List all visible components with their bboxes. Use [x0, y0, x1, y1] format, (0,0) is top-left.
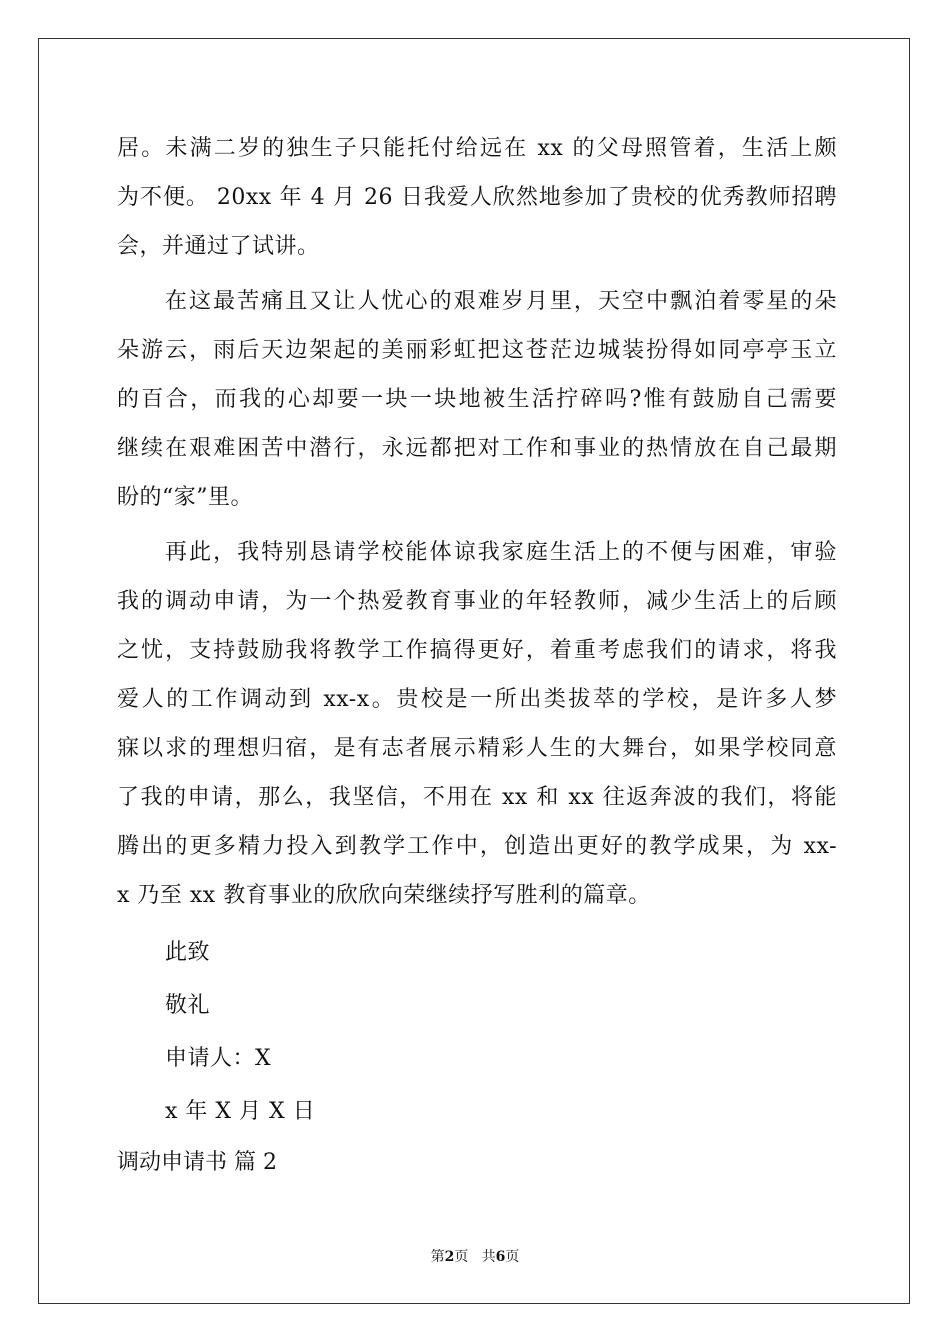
- total-suffix: 页: [505, 1249, 520, 1265]
- paragraph-line: 爱人的工作调动到 xx-x。贵校是一所出类拔萃的学校，是许多人梦: [117, 687, 837, 712]
- page-footer: [0, 1246, 950, 1266]
- paragraph-line: 在这最苦痛且又让人忧心的艰难岁月里，天空中飘泊着零星的朵: [165, 289, 837, 314]
- total-pages: 6: [495, 1249, 506, 1265]
- paragraph-1: [117, 124, 837, 271]
- regards: 敬礼: [165, 993, 211, 1018]
- paragraph-line: 朵游云，雨后天边架起的美丽彩虹把这苍茫边城装扮得如同亭亭玉立: [117, 338, 837, 363]
- paragraph-line: 腾出的更多精力投入到教学工作中，创造出更好的教学成果，为 xx-: [117, 834, 837, 859]
- paragraph-line: 了我的申请，那么，我坚信，不用在 xx 和 xx 往返奔波的我们，将能: [117, 785, 837, 810]
- document-body: [117, 124, 837, 1187]
- paragraph-2: [117, 277, 837, 522]
- applicant-signature: 申请人：X: [165, 1046, 272, 1071]
- paragraph-line: 我的调动申请，为一个热爱教育事业的年轻教师，减少生活上的后顾: [117, 589, 837, 614]
- paragraph-line: 之忧，支持鼓励我将教学工作搞得更好，着重考虑我们的请求，将我: [117, 638, 837, 663]
- page-suffix: 页: [454, 1249, 469, 1265]
- paragraph-line: x 乃至 xx 教育事业的欣欣向荣继续抒写胜利的篇章。: [117, 883, 651, 908]
- page-prefix: 第: [430, 1249, 445, 1265]
- paragraph-line: 居。未满二岁的独生子只能托付给远在 xx 的父母照管着，生活上颇: [117, 136, 837, 161]
- total-prefix: 共: [481, 1249, 496, 1265]
- letter-closing: [117, 926, 837, 1138]
- paragraph-line: 的百合，而我的心却要一块一块地被生活拧碎吗?惟有鼓励自己需要: [117, 387, 837, 412]
- paragraph-line: 再此，我特别恳请学校能体谅我家庭生活上的不便与困难，审验: [165, 540, 837, 565]
- paragraph-line: 寐以求的理想归宿，是有志者展示精彩人生的大舞台，如果学校同意: [117, 736, 837, 761]
- paragraph-line: 盼的“家”里。: [117, 485, 253, 510]
- page-number: 2: [444, 1249, 455, 1265]
- paragraph-line: 继续在艰难困苦中潜行，永远都把对工作和事业的热情放在自己最期: [117, 436, 837, 461]
- letter-date: x 年 X 月 X 日: [165, 1099, 316, 1124]
- salutation: 此致: [165, 940, 211, 965]
- paragraph-line: 为不便。 20xx 年 4 月 26 日我爱人欣然地参加了贵校的优秀教师招聘: [117, 185, 837, 210]
- paragraph-3: [117, 528, 837, 920]
- paragraph-line: 会，并通过了试讲。: [117, 234, 320, 259]
- next-section-title: 调动申请书 篇 2: [117, 1150, 277, 1175]
